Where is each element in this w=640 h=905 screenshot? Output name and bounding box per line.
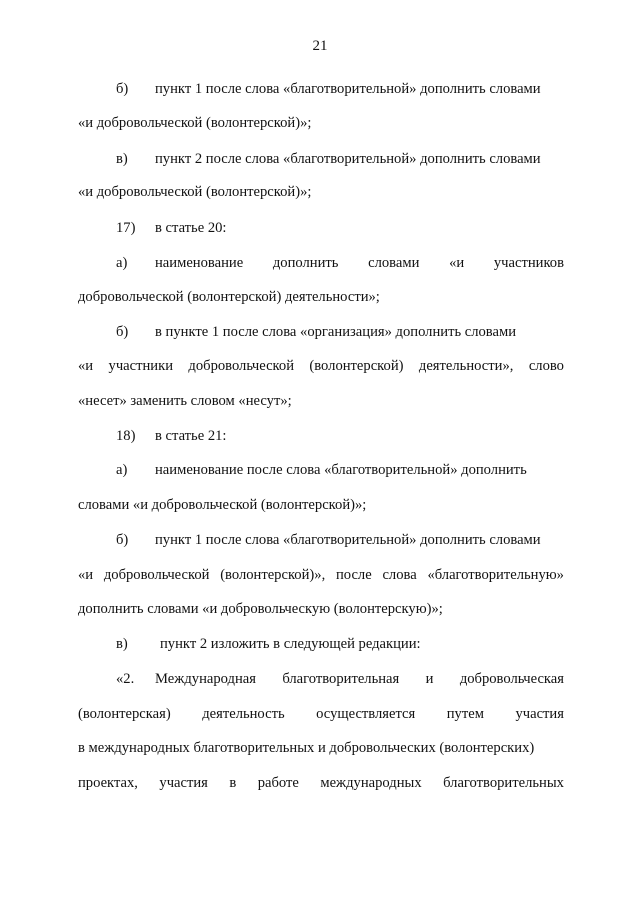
word: (волонтерской)», [220, 567, 326, 583]
paragraph-line: наименование после слова «благотворительной» дополнить [155, 462, 527, 478]
paragraph-line: дополнить словами «и добровольческую (волонтерскую)»; [78, 601, 443, 617]
paragraph-line: «несет» заменить словом «несут»; [78, 393, 292, 409]
word: добровольческой [103, 567, 210, 583]
item-marker: «2. [116, 671, 135, 687]
word: деятельности», [418, 358, 514, 374]
paragraph-line: пункт 2 после слова «благотворительной» дополнить словами [155, 151, 541, 167]
word: путем [446, 706, 484, 722]
word: осуществляется [316, 706, 416, 722]
justified-line [78, 705, 564, 723]
word: участия [159, 775, 208, 791]
word: «благотворительную» [427, 567, 564, 583]
word: международных [320, 775, 422, 791]
word: слово [528, 358, 564, 374]
word: наименование [155, 255, 244, 271]
word: дополнить [272, 255, 339, 271]
word: участников [493, 255, 564, 271]
item-marker: 17) [116, 220, 136, 236]
item-marker: а) [116, 462, 128, 478]
justified-line [78, 566, 564, 584]
paragraph-line: в пункте 1 после слова «организация» дополнить словами [155, 324, 517, 340]
word: (волонтерская) [78, 706, 171, 722]
item-marker: 18) [116, 428, 136, 444]
word: благотворительная [282, 671, 400, 687]
paragraph-line: в статье 21: [155, 428, 227, 444]
word: (волонтерской) [309, 358, 404, 374]
item-marker: б) [116, 324, 129, 340]
justified-line [155, 670, 564, 688]
word: благотворительных [443, 775, 564, 791]
paragraph-line: пункт 1 после слова «благотворительной» дополнить словами [155, 81, 541, 97]
paragraph-line: пункт 1 после слова «благотворительной» дополнить словами [155, 532, 541, 548]
word: словами [368, 255, 420, 271]
item-marker: б) [116, 532, 129, 548]
paragraph-line: в международных благотворительных и добровольческих (волонтерских) [78, 740, 535, 756]
paragraph-line: «и добровольческой (волонтерской)»; [78, 184, 312, 200]
word: добровольческая [459, 671, 564, 687]
word: после [335, 567, 372, 583]
justified-line [78, 357, 564, 375]
item-marker: в) [116, 636, 128, 652]
item-marker: б) [116, 81, 129, 97]
word: «и [78, 358, 94, 374]
word: слова [382, 567, 417, 583]
word: деятельность [202, 706, 285, 722]
paragraph-line: «и добровольческой (волонтерской)»; [78, 115, 312, 131]
paragraph-line: в статье 20: [155, 220, 227, 236]
word: добровольческой [188, 358, 294, 374]
word: участия [515, 706, 564, 722]
word: в [229, 775, 237, 791]
word: работе [257, 775, 299, 791]
word: проектах, [78, 775, 138, 791]
paragraph-line: добровольческой (волонтерской) деятельности»; [78, 289, 380, 305]
paragraph-line: словами «и добровольческой (волонтерской)»; [78, 497, 367, 513]
word: «и [78, 567, 94, 583]
page-number: 21 [312, 38, 328, 54]
justified-line [155, 254, 564, 272]
word: и [425, 671, 434, 687]
word: «и [449, 255, 465, 271]
justified-line [78, 774, 564, 792]
item-marker: в) [116, 151, 128, 167]
paragraph-line: пункт 2 изложить в следующей редакции: [160, 636, 421, 652]
item-marker: а) [116, 255, 128, 271]
word: Международная [155, 671, 256, 687]
word: участники [108, 358, 174, 374]
